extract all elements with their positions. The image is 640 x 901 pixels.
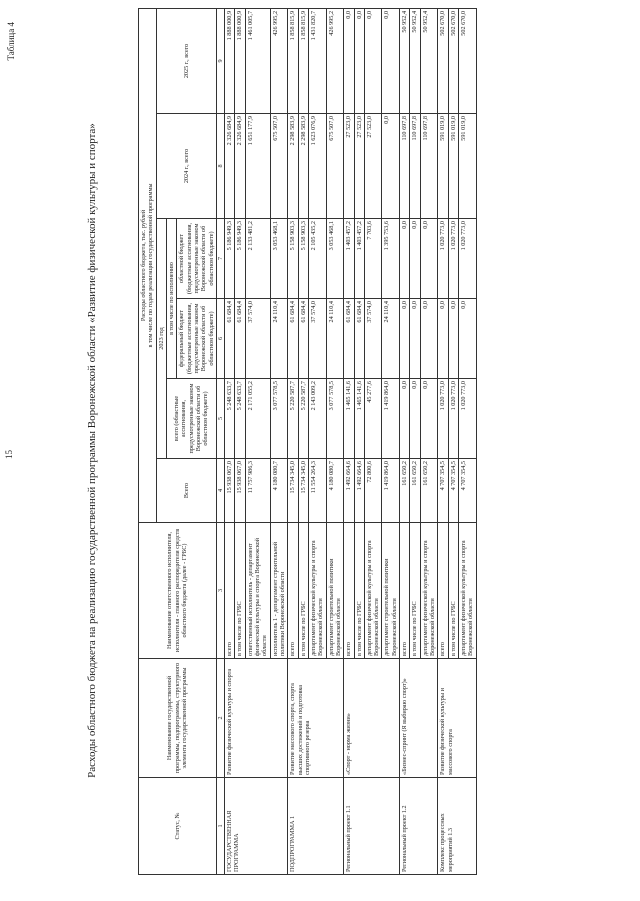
cell-c5: 3 077 578,5 (326, 379, 344, 459)
cell-c6: 0,0 (400, 299, 410, 379)
row-name: Развитие массового спорта, спорта высших достижений и подготовка спортивного резерва (288, 659, 344, 778)
cell-c8: 27 523,0 (344, 114, 354, 219)
cell-c4: 4 707 354,5 (448, 459, 458, 523)
header-2024: 2024 г., всего (156, 114, 216, 219)
cell-c8: 675 507,0 (326, 114, 344, 219)
cell-c4: 15 734 345,0 (298, 459, 308, 523)
header-expenses-title: Расходы областного бюджета, тыс. рублей (140, 209, 147, 322)
cell-c9: 1 431 820,7 (308, 8, 326, 113)
cell-c4: 72 800,6 (364, 459, 382, 523)
row-status: Комплекс процессных мероприятий 1.3 (438, 778, 476, 875)
cell-c8: 27 523,0 (354, 114, 364, 219)
cell-c5: 1 020 773,0 (458, 379, 476, 459)
header-2025: 2025 г., всего (156, 8, 216, 113)
row-responsible: департамент физической культуры и спорта Воронежской области (308, 523, 326, 659)
table-label: Таблица 4 (6, 22, 16, 61)
cell-c5: 45 277,6 (364, 379, 382, 459)
row-responsible: в том числе по ГРБС (235, 523, 245, 659)
cell-c4: 4 707 354,5 (438, 459, 448, 523)
cell-c4: 15 938 067,0 (225, 459, 235, 523)
cell-c6: 0,0 (420, 299, 438, 379)
cell-c9: 1 858 815,9 (298, 8, 308, 113)
cell-c5: 5 248 633,7 (235, 379, 245, 459)
row-name: «Бизнес-спринт (Я выбираю спорт)» (400, 659, 438, 778)
cell-c5: 0,0 (420, 379, 438, 459)
header-year-2023: 2023 год (156, 219, 166, 459)
cell-c5: 2 171 055,2 (245, 379, 270, 459)
cell-c5: 1 419 864,0 (382, 379, 400, 459)
cell-c8: 110 697,8 (410, 114, 420, 219)
cell-c6: 37 574,0 (308, 299, 326, 379)
header-incl-years: в том числе по годам реализации государственной программы (147, 183, 155, 348)
row-responsible: исполнитель 1 - департамент строительной политики Воронежской области (270, 523, 288, 659)
cell-c8: 591 019,0 (438, 114, 448, 219)
row-responsible: ответственный исполнитель - департамент физической культуры и спорта Воронежской области (245, 523, 270, 659)
cell-c4: 4 707 354,5 (458, 459, 476, 523)
cell-c6: 0,0 (448, 299, 458, 379)
row-name: Развитие физической культуры и спорта (225, 659, 288, 778)
column-numbers-row (216, 8, 224, 874)
cell-c8: 27 523,0 (364, 114, 382, 219)
cell-c9: 0,0 (382, 8, 400, 113)
cell-c9: 0,0 (354, 8, 364, 113)
cell-c7: 5 158 903,3 (288, 219, 298, 299)
row-responsible: департамент физической культуры и спорта Воронежской области (420, 523, 438, 659)
cell-c5: 1 020 773,0 (438, 379, 448, 459)
header-col7: областной бюджет (бюджетные ассигнования, предусмотренные законом Воронежской области об областном бюджете) (177, 219, 217, 299)
cell-c4: 1 492 664,6 (344, 459, 354, 523)
cell-c9: 50 952,4 (410, 8, 420, 113)
row-status: ГОСУДАРСТВЕННАЯ ПРОГРАММА (225, 778, 288, 875)
table-row (438, 8, 448, 874)
cell-c9: 426 995,2 (326, 8, 344, 113)
cell-c9: 1 888 000,9 (225, 8, 235, 113)
header-status: Статус, № (139, 778, 217, 875)
cell-c5: 1 465 141,6 (354, 379, 364, 459)
cell-c4: 15 938 067,0 (235, 459, 245, 523)
col-number: 5 (216, 379, 224, 459)
cell-c7: 3 053 468,1 (270, 219, 288, 299)
cell-c7: 1 395 753,6 (382, 219, 400, 299)
row-responsible: всего (344, 523, 354, 659)
row-name: Развитие физической культуры и массового спорта (438, 659, 476, 778)
cell-c6: 61 684,4 (298, 299, 308, 379)
cell-c8: 2 298 583,9 (298, 114, 308, 219)
cell-c6: 37 574,0 (364, 299, 382, 379)
cell-c8: 110 697,8 (400, 114, 410, 219)
cell-c6: 0,0 (438, 299, 448, 379)
table-row (225, 8, 235, 874)
cell-c4: 4 180 080,7 (270, 459, 288, 523)
cell-c4: 1 419 864,0 (382, 459, 400, 523)
cell-c7: 5 186 949,3 (225, 219, 235, 299)
row-responsible: в том числе по ГРБС (448, 523, 458, 659)
table-row (400, 8, 410, 874)
cell-c7: 0,0 (400, 219, 410, 299)
row-responsible: в том числе по ГРБС (298, 523, 308, 659)
cell-c8: 591 019,0 (448, 114, 458, 219)
cell-c5: 5 220 587,7 (288, 379, 298, 459)
cell-c9: 502 670,0 (438, 8, 448, 113)
row-responsible: в том числе по ГРБС (410, 523, 420, 659)
cell-c6: 61 684,4 (225, 299, 235, 379)
cell-c7: 0,0 (420, 219, 438, 299)
col-number: 3 (216, 523, 224, 659)
cell-c5: 0,0 (400, 379, 410, 459)
row-responsible: департамент строительной политики Воронежской области (326, 523, 344, 659)
cell-c4: 161 650,2 (420, 459, 438, 523)
cell-c8: 110 697,8 (420, 114, 438, 219)
cell-c8: 675 507,0 (270, 114, 288, 219)
row-status: Региональный проект 1.1 (344, 778, 400, 875)
col-number: 1 (216, 778, 224, 875)
cell-c6: 0,0 (410, 299, 420, 379)
cell-c9: 0,0 (364, 8, 382, 113)
cell-c7: 1 403 457,2 (344, 219, 354, 299)
row-responsible: всего (225, 523, 235, 659)
cell-c8: 2 298 583,9 (288, 114, 298, 219)
cell-c7: 5 186 949,3 (235, 219, 245, 299)
cell-c9: 50 952,4 (400, 8, 410, 113)
budget-table (138, 8, 477, 875)
cell-c8: 2 326 684,9 (235, 114, 245, 219)
cell-c5: 1 020 773,0 (448, 379, 458, 459)
row-responsible: всего (288, 523, 298, 659)
row-responsible: всего (438, 523, 448, 659)
cell-c6: 24 110,4 (270, 299, 288, 379)
cell-c6: 37 574,0 (245, 299, 270, 379)
cell-c6: 61 684,4 (344, 299, 354, 379)
table-row (344, 8, 354, 874)
cell-c7: 7 703,6 (364, 219, 382, 299)
document-title: Расходы областного бюджета на реализацию государственной программы Воронежской области «Развитие физической культуры и спорта» (86, 123, 98, 778)
cell-c6: 61 684,4 (354, 299, 364, 379)
cell-c6: 61 684,4 (235, 299, 245, 379)
cell-c6: 61 684,4 (288, 299, 298, 379)
col-number: 7 (216, 219, 224, 299)
cell-c8: 2 326 684,9 (225, 114, 235, 219)
cell-c8: 591 019,0 (458, 114, 476, 219)
cell-c7: 3 053 468,1 (326, 219, 344, 299)
header-responsible: Наименование ответственного исполнителя, исполнителя - главного распорядителя средств областного бюджета (далее - ГРБС) (139, 523, 217, 659)
cell-c5: 1 465 141,6 (344, 379, 354, 459)
page-number: 15 (4, 450, 14, 459)
table-body (225, 8, 476, 874)
cell-c4: 1 492 664,6 (354, 459, 364, 523)
cell-c5: 5 220 587,7 (298, 379, 308, 459)
col-number: 8 (216, 114, 224, 219)
cell-c7: 1 020 773,0 (448, 219, 458, 299)
cell-c7: 1 403 457,2 (354, 219, 364, 299)
cell-c9: 50 952,4 (420, 8, 438, 113)
header-col5: всего (областные ассигнования, предусмотренные законом Воронежской области об областном бюджете) (166, 379, 216, 459)
cell-c5: 3 077 578,5 (270, 379, 288, 459)
cell-c4: 161 650,2 (400, 459, 410, 523)
cell-c4: 11 757 986,3 (245, 459, 270, 523)
cell-c7: 0,0 (410, 219, 420, 299)
cell-c7: 1 020 773,0 (458, 219, 476, 299)
col-number: 6 (216, 299, 224, 379)
cell-c4: 15 734 345,0 (288, 459, 298, 523)
cell-c5: 2 143 009,2 (308, 379, 326, 459)
cell-c7: 2 105 435,2 (308, 219, 326, 299)
cell-c8: 1 623 076,9 (308, 114, 326, 219)
header-col6: федеральный бюджет (бюджетные ассигнования, предусмотренные законом Воронежской области об областном бюджете) (177, 299, 217, 379)
cell-c9: 502 670,0 (448, 8, 458, 113)
table-row (288, 8, 298, 874)
header-incl-execution: в том числе по исполнению (166, 219, 176, 379)
row-status: Региональный проект 1.2 (400, 778, 438, 875)
cell-c8: 0,0 (382, 114, 400, 219)
cell-c9: 1 461 005,7 (245, 8, 270, 113)
header-expenses (139, 8, 157, 522)
cell-c6: 0,0 (458, 299, 476, 379)
cell-c5: 5 248 633,7 (225, 379, 235, 459)
header-name: Наименование государственной программы, подпрограммы, структурного элемента государственной программы (139, 659, 217, 778)
cell-c6: 24 110,4 (326, 299, 344, 379)
cell-c9: 0,0 (344, 8, 354, 113)
cell-c4: 4 180 080,7 (326, 459, 344, 523)
row-responsible: департамент физической культуры и спорта Воронежской области (364, 523, 382, 659)
cell-c7: 1 020 773,0 (438, 219, 448, 299)
cell-c5: 0,0 (410, 379, 420, 459)
cell-c8: 1 651 177,9 (245, 114, 270, 219)
cell-c6: 24 110,4 (382, 299, 400, 379)
row-responsible: в том числе по ГРБС (354, 523, 364, 659)
cell-c7: 5 158 903,3 (298, 219, 308, 299)
header-total: Всего (156, 459, 216, 523)
cell-c9: 1 858 815,9 (288, 8, 298, 113)
cell-c9: 502 670,0 (458, 8, 476, 113)
row-status: ПОДПРОГРАММА 1 (288, 778, 344, 875)
row-name: «Спорт - норма жизни» (344, 659, 400, 778)
row-responsible: департамент строительной политики Воронежской области (382, 523, 400, 659)
cell-c4: 161 650,2 (410, 459, 420, 523)
col-number: 9 (216, 8, 224, 113)
row-responsible: всего (400, 523, 410, 659)
cell-c7: 2 133 481,2 (245, 219, 270, 299)
col-number: 4 (216, 459, 224, 523)
cell-c4: 11 554 264,3 (308, 459, 326, 523)
cell-c9: 1 888 000,9 (235, 8, 245, 113)
row-responsible: департамент физической культуры и спорта Воронежской области (458, 523, 476, 659)
col-number: 2 (216, 659, 224, 778)
cell-c9: 426 995,2 (270, 8, 288, 113)
